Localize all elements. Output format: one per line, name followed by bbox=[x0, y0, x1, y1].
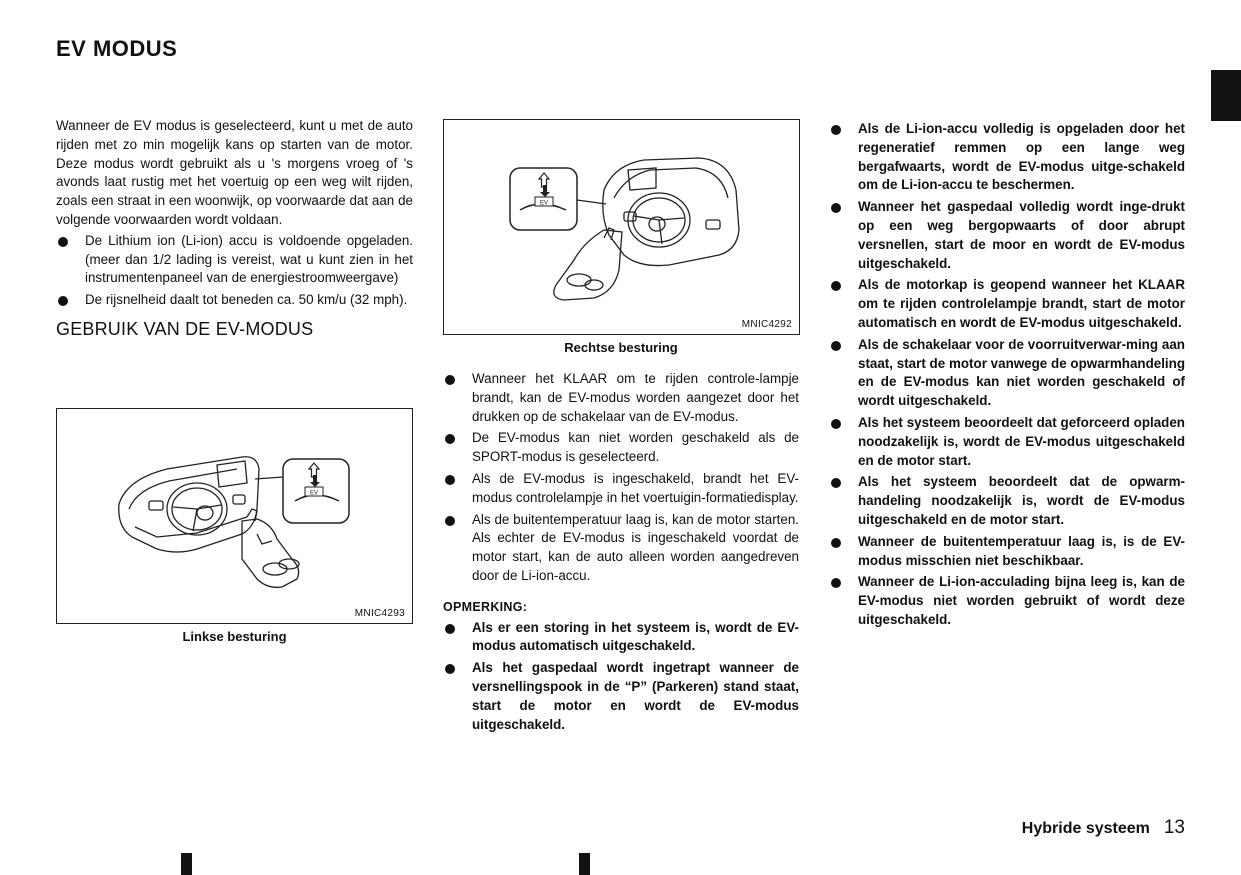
section-tab-marker bbox=[1211, 70, 1241, 121]
bullet-icon bbox=[831, 538, 841, 548]
list-item: Als de EV-modus is ingeschakeld, brandt het EV-modus controlelampje in het voertuigin-formatiedisplay. bbox=[443, 470, 799, 508]
bullet-icon bbox=[445, 664, 455, 674]
dashboard-illustration-left bbox=[57, 409, 412, 623]
bullet-icon bbox=[445, 475, 455, 485]
list-item: Wanneer het KLAAR om te rijden controle-lampje brandt, kan de EV-modus worden aangezet door het drukken op de schakelaar van de EV-modus. bbox=[443, 370, 799, 426]
page-number: 13 bbox=[1163, 817, 1185, 838]
ev-cancel-conditions-list bbox=[829, 120, 1185, 630]
list-item: Als de Li-ion-accu volledig is opgeladen door het regeneratief remmen op een lange weg bergafwaarts, wordt de EV-modus uitge-schakeld om de Li-ion-accu te beschermen. bbox=[829, 120, 1185, 195]
figure-caption-right: Rechtse besturing bbox=[564, 340, 678, 355]
bullet-icon bbox=[831, 281, 841, 291]
bullet-icon bbox=[58, 237, 68, 247]
conditions-list bbox=[56, 232, 413, 310]
list-item: De Lithium ion (Li-ion) accu is voldoende opgeladen. (meer dan 1/2 lading is vereist, wat u kunt zien in het instrumentenpaneel van de energiestroomweergave) bbox=[56, 232, 413, 288]
crop-mark-right bbox=[579, 853, 590, 875]
note-list bbox=[443, 619, 799, 735]
list-item: Wanneer het gaspedaal volledig wordt inge-drukt op een weg bergopwaarts of door abrupt versnellen, start de moor en wordt de EV-modus uitgeschakeld. bbox=[829, 198, 1185, 273]
figure-right-hand-drive bbox=[443, 119, 800, 335]
ev-switch-callout bbox=[283, 459, 349, 523]
figure-caption-left: Linkse besturing bbox=[182, 629, 287, 644]
bullet-icon bbox=[831, 203, 841, 213]
page-footer bbox=[1022, 817, 1185, 839]
bullet-icon bbox=[831, 125, 841, 135]
column-1 bbox=[56, 117, 413, 345]
crop-mark-left bbox=[181, 853, 192, 875]
section-heading: GEBRUIK VAN DE EV-MODUS bbox=[56, 318, 314, 339]
list-item: Als het systeem beoordeelt dat geforceerd opladen noodzakelijk is, wordt de EV-modus uitgeschakeld en de motor start. bbox=[829, 414, 1185, 470]
figure-code: MNIC4292 bbox=[741, 319, 792, 330]
dashboard-illustration-right bbox=[444, 120, 799, 334]
footer-section-title: Hybride systeem bbox=[1021, 820, 1150, 837]
list-item: Als het gaspedaal wordt ingetrapt wanneer de versnellingspook in de “P” (Parkeren) stand staat, start de motor en wordt de EV-modus uitgeschakeld. bbox=[443, 659, 799, 734]
bullet-icon bbox=[445, 624, 455, 634]
list-item: Als de schakelaar voor de voorruitverwar-ming aan staat, start de motor vanwege de opwarmhandeling en de EV-modus kan niet worden geschakeld of wordt uitgeschakeld. bbox=[829, 336, 1185, 411]
bullet-icon bbox=[445, 434, 455, 444]
bullet-icon bbox=[831, 341, 841, 351]
ev-button-label: EV bbox=[539, 200, 549, 207]
ev-button-label: EV bbox=[309, 490, 319, 497]
bullet-icon bbox=[831, 419, 841, 429]
bullet-icon bbox=[445, 516, 455, 526]
bullet-icon bbox=[831, 478, 841, 488]
bullet-icon bbox=[831, 578, 841, 588]
figure-left-hand-drive bbox=[56, 408, 413, 624]
bullet-icon bbox=[445, 375, 455, 385]
list-item: Wanneer de buitentemperatuur laag is, is de EV-modus misschien niet beschikbaar. bbox=[829, 533, 1185, 571]
column-3 bbox=[829, 120, 1185, 633]
ev-switch-callout bbox=[510, 168, 577, 230]
list-item: Als er een storing in het systeem is, wordt de EV-modus automatisch uitgeschakeld. bbox=[443, 619, 799, 657]
list-item: De rijsnelheid daalt tot beneden ca. 50 km/u (32 mph). bbox=[56, 291, 413, 310]
column-2 bbox=[443, 370, 799, 737]
list-item: Als de motorkap is geopend wanneer het KLAAR om te rijden controlelampje brandt, start de motor automatisch en wordt de EV-modus uitgeschakeld. bbox=[829, 276, 1185, 332]
intro-paragraph: Wanneer de EV modus is geselecteerd, kunt u met de auto rijden met zo min mogelijk kans op starten van de motor. Deze modus wordt gebruikt als u 's morgens vroeg of 's avonds laat rustig met het voertuig op een weg wilt rijden, zoals een straat in een woonwijk, op voorwaarde dat aan de volgende voorwaarden wordt voldaan. bbox=[56, 118, 413, 227]
bullet-icon bbox=[58, 296, 68, 306]
list-item: Wanneer de Li-ion-acculading bijna leeg is, kan de EV-modus niet worden gebruikt of wordt deze uitgeschakeld. bbox=[829, 573, 1185, 629]
page-title: EV MODUS bbox=[56, 36, 178, 61]
list-item: Als de buitentemperatuur laag is, kan de motor starten. Als echter de EV-modus is ingeschakeld voordat de motor start, kan de auto alleen worden aangedreven door de Li-ion-accu. bbox=[443, 511, 799, 586]
note-heading: OPMERKING: bbox=[443, 599, 528, 614]
list-item: Als het systeem beoordeelt dat de opwarm-handeling noodzakelijk is, wordt de EV-modus uitgeschakeld en de motor start. bbox=[829, 473, 1185, 529]
ev-mode-list bbox=[443, 370, 799, 586]
list-item: De EV-modus kan niet worden geschakeld als de SPORT-modus is geselecteerd. bbox=[443, 429, 799, 467]
figure-code: MNIC4293 bbox=[354, 608, 405, 619]
